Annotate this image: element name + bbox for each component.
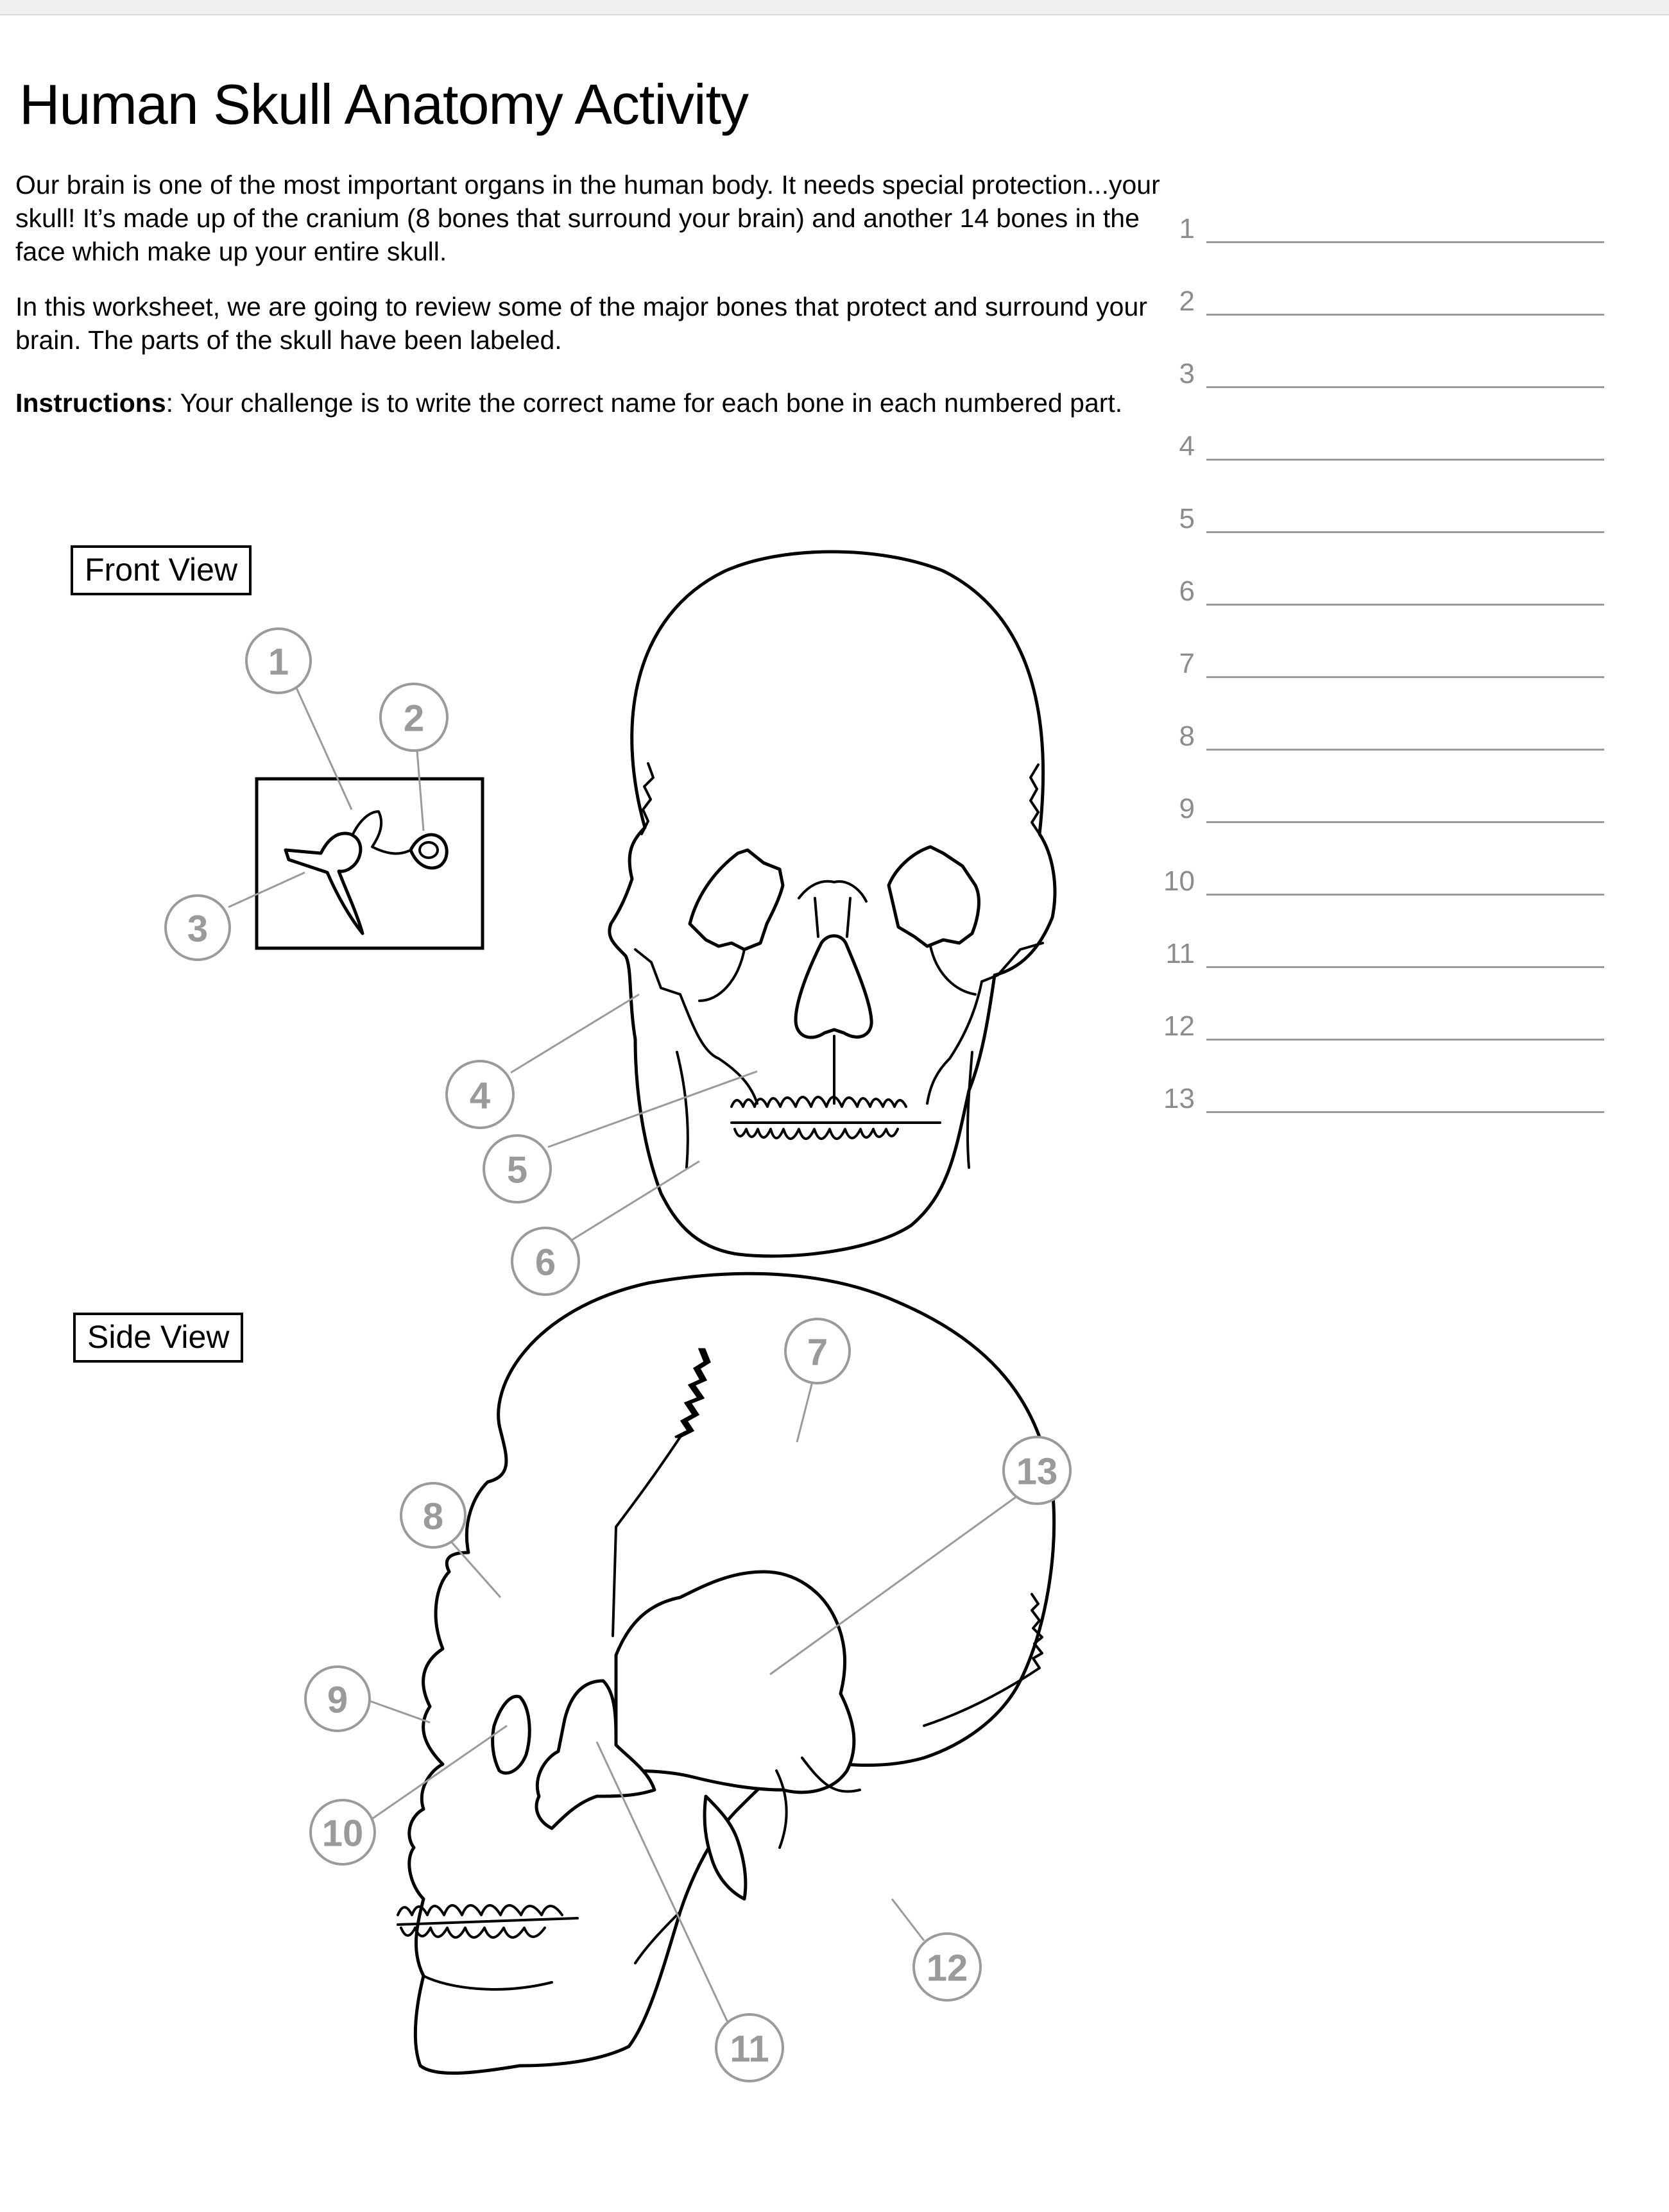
callout-11 [716,2014,783,2081]
svg-text:12: 12 [926,1947,968,1989]
callout-8 [401,1483,465,1547]
answer-number: 4 [1179,430,1195,462]
svg-text:4: 4 [469,1075,491,1117]
answer-number: 2 [1179,285,1195,317]
callout-9 [305,1667,370,1731]
callout-5 [484,1136,551,1202]
svg-text:2: 2 [403,697,425,740]
side-view-label: Side View [73,1313,243,1363]
instructions-text: : Your challenge is to write the correct name for each bone in each numbered part. [166,388,1123,418]
svg-text:1: 1 [268,641,289,683]
answer-number: 10 [1163,865,1195,897]
ear-ossicles-inset [257,779,483,948]
callout-1 [246,629,311,693]
worksheet-title: Human Skull Anatomy Activity [19,72,749,136]
leader-9 [367,1700,430,1723]
svg-text:5: 5 [506,1149,528,1191]
review-paragraph: In this worksheet, we are going to review some of the major bones that protect and surround your brain. The parts of the skull have been labeled. [15,292,1147,355]
leader-4 [511,994,639,1073]
svg-text:3: 3 [187,908,209,950]
answer-number: 1 [1179,213,1195,244]
front-skull-drawing [610,552,1055,1256]
instructions-label: Instructions [15,388,166,418]
answer-number: 3 [1179,358,1195,389]
callout-10 [311,1800,375,1864]
inset-frame [257,779,483,948]
leader-12 [892,1899,924,1941]
svg-text:13: 13 [1016,1451,1058,1493]
answer-number: 6 [1179,575,1195,607]
svg-text:6: 6 [535,1241,556,1284]
svg-text:10: 10 [321,1812,364,1855]
answer-number: 8 [1179,720,1195,752]
callout-6 [512,1228,579,1295]
callout-7 [785,1319,850,1383]
answer-number: 12 [1163,1010,1195,1042]
callout-13 [1004,1437,1070,1504]
callout-12 [914,1934,980,2000]
callout-2 [381,684,447,751]
svg-text:9: 9 [327,1679,348,1721]
answer-number: 13 [1163,1083,1195,1114]
answer-number: 7 [1179,648,1195,679]
answer-number: 9 [1179,793,1195,824]
front-view-label: Front View [71,545,252,595]
svg-text:11: 11 [730,2028,769,2070]
svg-text:7: 7 [807,1331,828,1374]
svg-text:8: 8 [422,1495,444,1538]
front-cranium-outline [610,552,1055,1256]
callout-4 [447,1061,513,1128]
answer-number: 5 [1179,503,1195,534]
callout-3 [166,896,230,960]
intro-paragraph: Our brain is one of the most important organs in the human body. It needs special protection...your skull! It’s made up of the cranium (8 bones that surround your brain) and another 14 bones in the face which make up your entire skull. [15,170,1160,266]
answer-number: 11 [1165,938,1195,969]
